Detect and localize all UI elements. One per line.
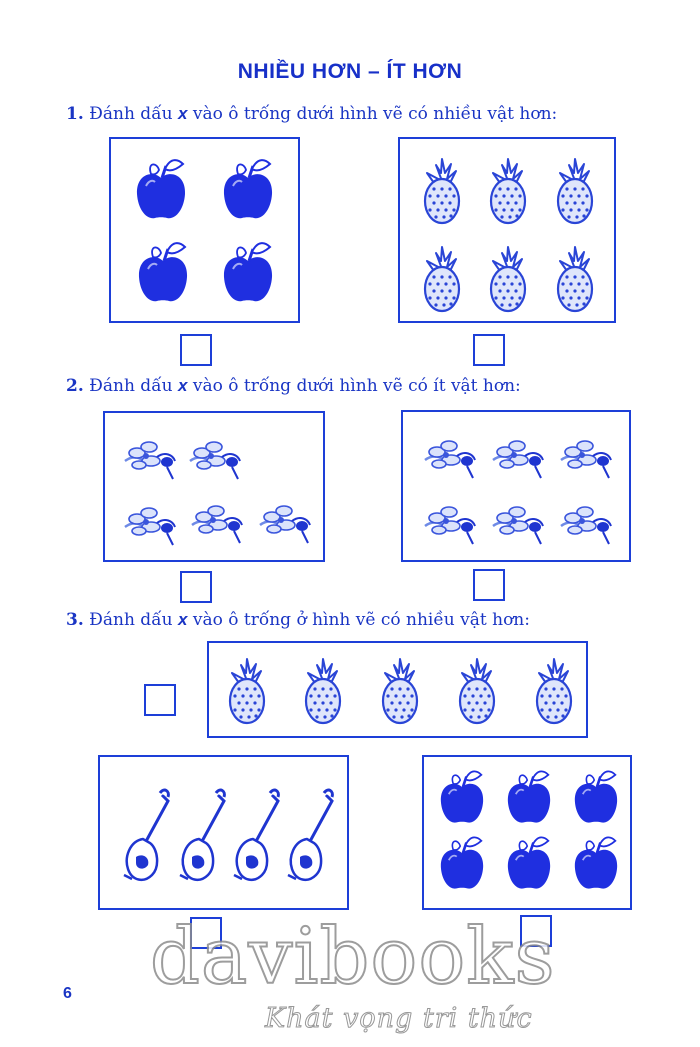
pineapple-icon	[537, 659, 571, 723]
apple-icon	[137, 160, 185, 218]
pineapple-icon	[460, 659, 494, 723]
page-number: 6	[63, 985, 72, 1002]
pineapple-icon	[491, 247, 525, 311]
pineapple-icon	[425, 159, 459, 223]
question-2-number: 2.	[66, 376, 84, 396]
mandolin-icon	[124, 790, 168, 880]
page-title: NHIỀU HƠN – ÍT HƠN	[237, 60, 463, 83]
apple-icon	[139, 243, 187, 301]
question-1-mark: x	[177, 104, 188, 123]
mandolins-4-drawing	[100, 757, 351, 912]
pineapples-5-drawing	[209, 643, 590, 740]
apple-icon	[508, 771, 550, 822]
answer-box-1a[interactable]	[180, 334, 212, 366]
group-pineapples-5	[207, 641, 588, 738]
apple-icon	[575, 771, 617, 822]
group-apples-4	[109, 137, 300, 323]
watermark-slogan: Khát vọng tri thức	[265, 1003, 533, 1034]
question-3-number: 3.	[66, 610, 84, 630]
apple-icon	[508, 837, 550, 888]
question-3-suffix: vào ô trống ở hình vẽ có nhiều vật hơn:	[187, 610, 530, 630]
pineapple-icon	[491, 159, 525, 223]
apple-icon	[224, 160, 272, 218]
watermark-brand: davibooks	[150, 912, 556, 1002]
flower-icon	[561, 507, 611, 544]
question-3-text	[66, 610, 530, 630]
question-1-prefix: Đánh dấu	[83, 104, 178, 124]
pineapples-6-drawing	[400, 139, 618, 325]
question-2-prefix: Đánh dấu	[83, 376, 178, 396]
flower-icon	[190, 442, 240, 479]
flower-icon	[192, 506, 242, 543]
flower-icon	[425, 507, 475, 544]
question-1-text	[66, 104, 557, 124]
pineapple-icon	[383, 659, 417, 723]
flower-icon	[425, 441, 475, 478]
pineapple-icon	[558, 247, 592, 311]
apple-icon	[441, 771, 483, 822]
question-2-mark: x	[177, 376, 188, 395]
group-apples-6	[422, 755, 632, 910]
question-1-number: 1.	[66, 104, 84, 124]
apple-icon	[224, 243, 272, 301]
question-2-text	[66, 376, 521, 396]
apples-4-drawing	[111, 139, 302, 325]
apples-6-drawing	[424, 757, 634, 912]
flower-icon	[260, 506, 310, 543]
flower-icon	[125, 508, 175, 545]
answer-box-1b[interactable]	[473, 334, 505, 366]
apple-icon	[441, 837, 483, 888]
flowers-6-drawing	[403, 412, 633, 564]
group-flowers-5	[103, 411, 325, 562]
question-1-suffix: vào ô trống dưới hình vẽ có nhiều vật hơn:	[187, 104, 558, 124]
question-3-prefix: Đánh dấu	[83, 610, 178, 630]
flowers-5-drawing	[105, 413, 327, 564]
flower-icon	[561, 441, 611, 478]
mandolin-icon	[288, 790, 332, 880]
flower-icon	[493, 441, 543, 478]
question-3-mark: x	[177, 610, 188, 629]
pineapple-icon	[230, 659, 264, 723]
question-2-suffix: vào ô trống dưới hình vẽ có ít vật hơn:	[187, 376, 521, 396]
flower-icon	[493, 507, 543, 544]
flower-icon	[125, 442, 175, 479]
apple-icon	[575, 837, 617, 888]
group-flowers-6	[401, 410, 631, 562]
answer-box-2b[interactable]	[473, 569, 505, 601]
mandolin-icon	[234, 790, 278, 880]
mandolin-icon	[180, 790, 224, 880]
answer-box-3a[interactable]	[144, 684, 176, 716]
group-pineapples-6	[398, 137, 616, 323]
pineapple-icon	[558, 159, 592, 223]
pineapple-icon	[425, 247, 459, 311]
group-mandolins-4	[98, 755, 349, 910]
answer-box-2a[interactable]	[180, 571, 212, 603]
pineapple-icon	[306, 659, 340, 723]
